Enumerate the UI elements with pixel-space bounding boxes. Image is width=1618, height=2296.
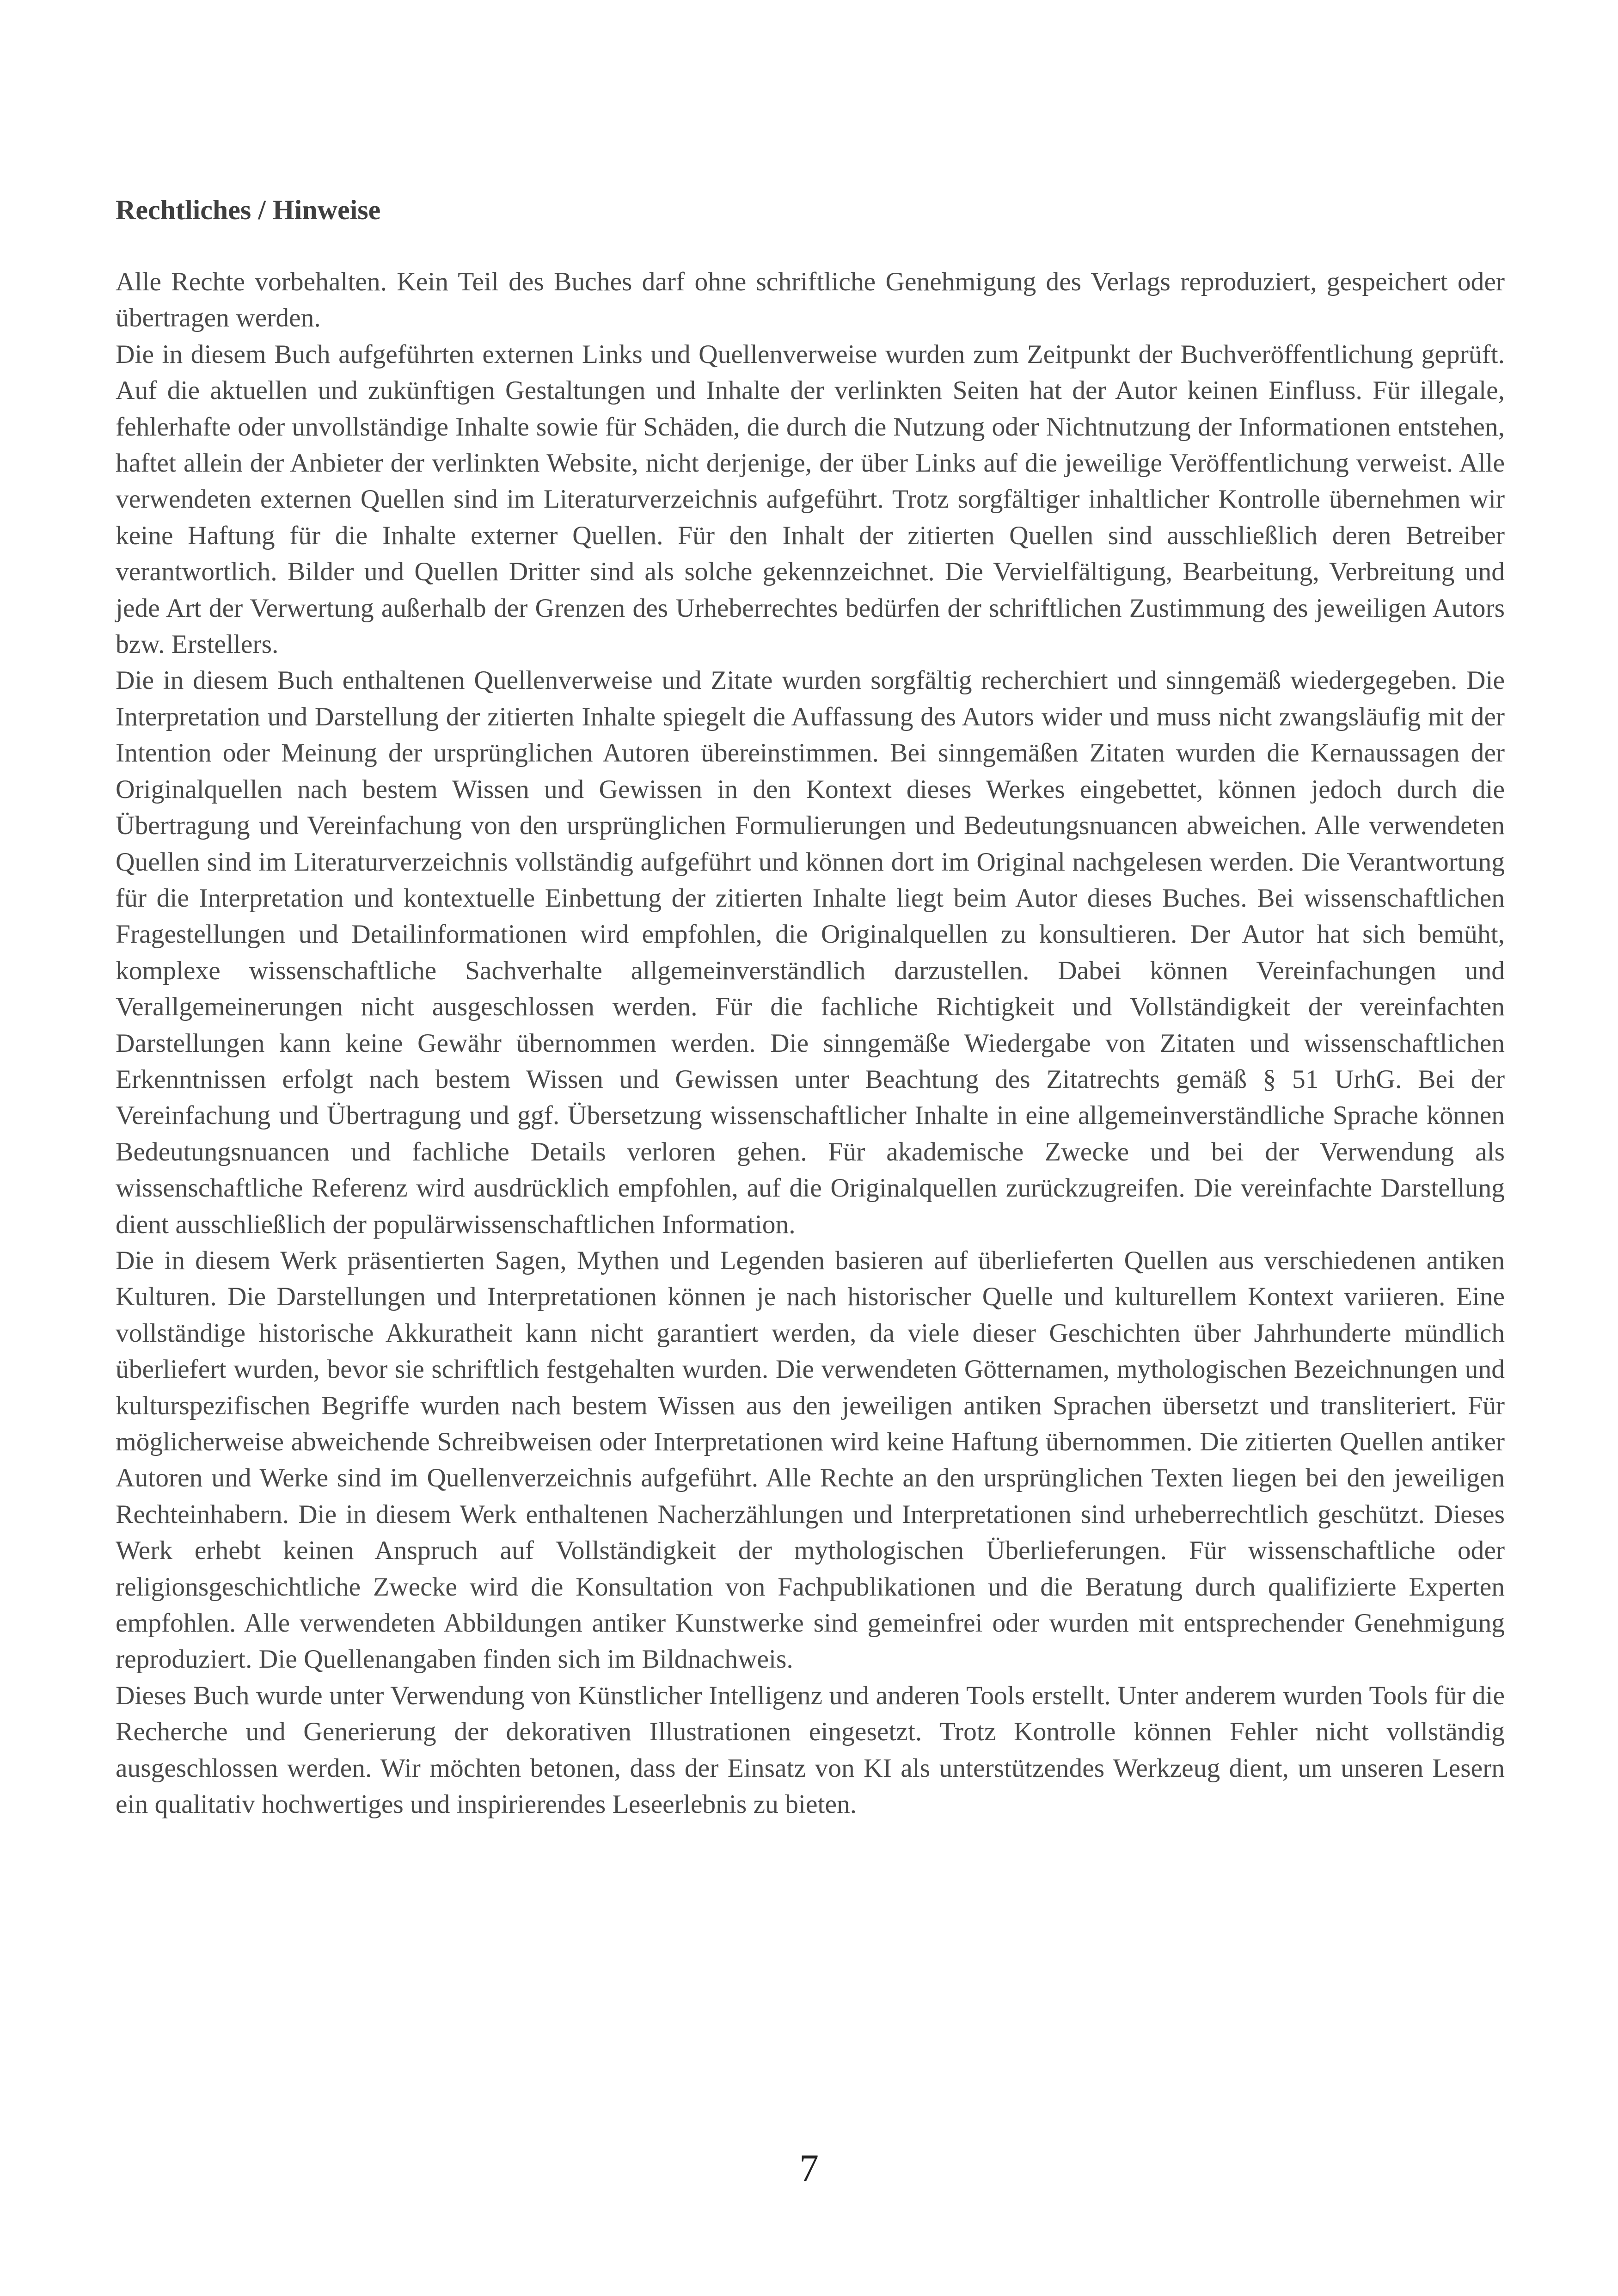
paragraph-citations: Die in diesem Buch enthaltenen Quellenverweise und Zitate wurden sorgfältig recherchiert und sinngemäß wiedergegeben. Die Interpretation und Darstellung der zitierten Inhalte spiegelt die Auffassung des Autors wider und muss nicht zwangsläufig mit der Intention oder Meinung der ursprünglichen Autoren übereinstimmen. Bei sinngemäßen Zitaten wurden die Kernaussagen der Originalquellen nach bestem Wissen und Gewissen in den Kontext dieses Werkes eingebettet, können jedoch durch die Übertragung und Vereinfachung von den ursprünglichen Formulierungen und Bedeutungsnuancen abweichen. Alle verwendeten Quellen sind im Literaturverzeichnis vollständig aufgeführt und können dort im Original nachgelesen werden. Die Verantwortung für die Interpretation und kontextuelle Einbettung der zitierten Inhalte liegt beim Autor dieses Buches. Bei wissenschaftlichen Fragestellungen und Detailinformationen wird empfohlen, die Originalquellen zu konsultieren. Der Autor hat sich bemüht, komplexe wissenschaftliche Sachverhalte allgemeinverständlich darzustellen. Dabei können Vereinfachungen und Verallgemeinerungen nicht ausgeschlossen werden. Für die fachliche Richtigkeit und Vollständigkeit der vereinfachten Darstellungen kann keine Gewähr übernommen werden. Die sinngemäße Wiedergabe von Zitaten und wissenschaftlichen Erkenntnissen erfolgt nach bestem Wissen und Gewissen unter Beachtung des Zitatrechts gemäß § 51 UrhG. Bei der Vereinfachung und Übertragung und ggf. Übersetzung wissenschaftlicher Inhalte in eine allgemeinverständliche Sprache können Bedeutungsnuancen und fachliche Details verloren gehen. Für akademische Zwecke und bei der Verwendung als wissenschaftliche Referenz wird ausdrücklich empfohlen, auf die Originalquellen zurückzugreifen. Die vereinfachte Darstellung dient ausschließlich der populärwissenschaftlichen Information. <box>116 666 1505 1239</box>
paragraph-ai-disclosure: Dieses Buch wurde unter Verwendung von Künstlicher Intelligenz und anderen Tools erstellt. Unter anderem wurden Tools für die Recherche und Generierung der dekorativen Illustrationen eingesetzt. Trotz Kontrolle können Fehler nicht vollständig ausgeschlossen werden. Wir möchten betonen, dass der Einsatz von KI als unterstützendes Werkzeug dient, um unseren Lesern ein qualitativ hochwertiges und inspirierendes Leseerlebnis zu bieten. <box>116 1681 1505 1819</box>
paragraph-links-sources: Die in diesem Buch aufgeführten externen Links und Quellenverweise wurden zum Zeitpunkt der Buchveröffentlichung geprüft. Auf die aktuellen und zukünftigen Gestaltungen und Inhalte der verlinkten Seiten hat der Autor keinen Einfluss. Für illegale, fehlerhafte oder unvollständige Inhalte sowie für Schäden, die durch die Nutzung oder Nichtnutzung der Informationen entstehen, haftet allein der Anbieter der verlinkten Website, nicht derjenige, der über Links auf die jeweilige Veröffentlichung verweist. Alle verwendeten externen Quellen sind im Literaturverzeichnis aufgeführt. Trotz sorgfältiger inhaltlicher Kontrolle übernehmen wir keine Haftung für die Inhalte externer Quellen. Für den Inhalt der zitierten Quellen sind ausschließlich deren Betreiber verantwortlich. Bilder und Quellen Dritter sind als solche gekennzeichnet. Die Vervielfältigung, Bearbeitung, Verbreitung und jede Art der Verwertung außerhalb der Grenzen des Urheberrechtes bedürfen der schriftlichen Zustimmung des jeweiligen Autors bzw. Erstellers. <box>116 339 1505 659</box>
body-text <box>116 264 1505 1823</box>
page-heading: Rechtliches / Hinweise <box>116 195 381 225</box>
page-number: 7 <box>799 2147 819 2190</box>
page-content <box>116 192 1505 1823</box>
paragraph-mythology: Die in diesem Werk präsentierten Sagen, Mythen und Legenden basieren auf überlieferten Quellen aus verschiedenen antiken Kulturen. Die Darstellungen und Interpretationen können je nach historischer Quelle und kulturellem Kontext variieren. Eine vollständige historische Akkuratheit kann nicht garantiert werden, da viele dieser Geschichten über Jahrhunderte mündlich überliefert wurden, bevor sie schriftlich festgehalten wurden. Die verwendeten Götternamen, mythologischen Bezeichnungen und kulturspezifischen Begriffe wurden nach bestem Wissen aus den jeweiligen antiken Sprachen übersetzt und transliteriert. Für möglicherweise abweichende Schreibweisen oder Interpretationen wird keine Haftung übernommen. Die zitierten Quellen antiker Autoren und Werke sind im Quellenverzeichnis aufgeführt. Alle Rechte an den ursprünglichen Texten liegen bei den jeweiligen Rechteinhabern. Die in diesem Werk enthaltenen Nacherzählungen und Interpretationen sind urheberrechtlich geschützt. Dieses Werk erhebt keinen Anspruch auf Vollständigkeit der mythologischen Überlieferungen. Für wissenschaftliche oder religionsgeschichtliche Zwecke wird die Konsultation von Fachpublikationen und die Beratung durch qualifizierte Experten empfohlen. Alle verwendeten Abbildungen antiker Kunstwerke sind gemeinfrei oder wurden mit entsprechender Genehmigung reproduziert. Die Quellenangaben finden sich im Bildnachweis. <box>116 1246 1505 1674</box>
paragraph-copyright: Alle Rechte vorbehalten. Kein Teil des Buches darf ohne schriftliche Genehmigung des Verlags reproduziert, gespeichert oder übertragen werden. <box>116 267 1505 333</box>
